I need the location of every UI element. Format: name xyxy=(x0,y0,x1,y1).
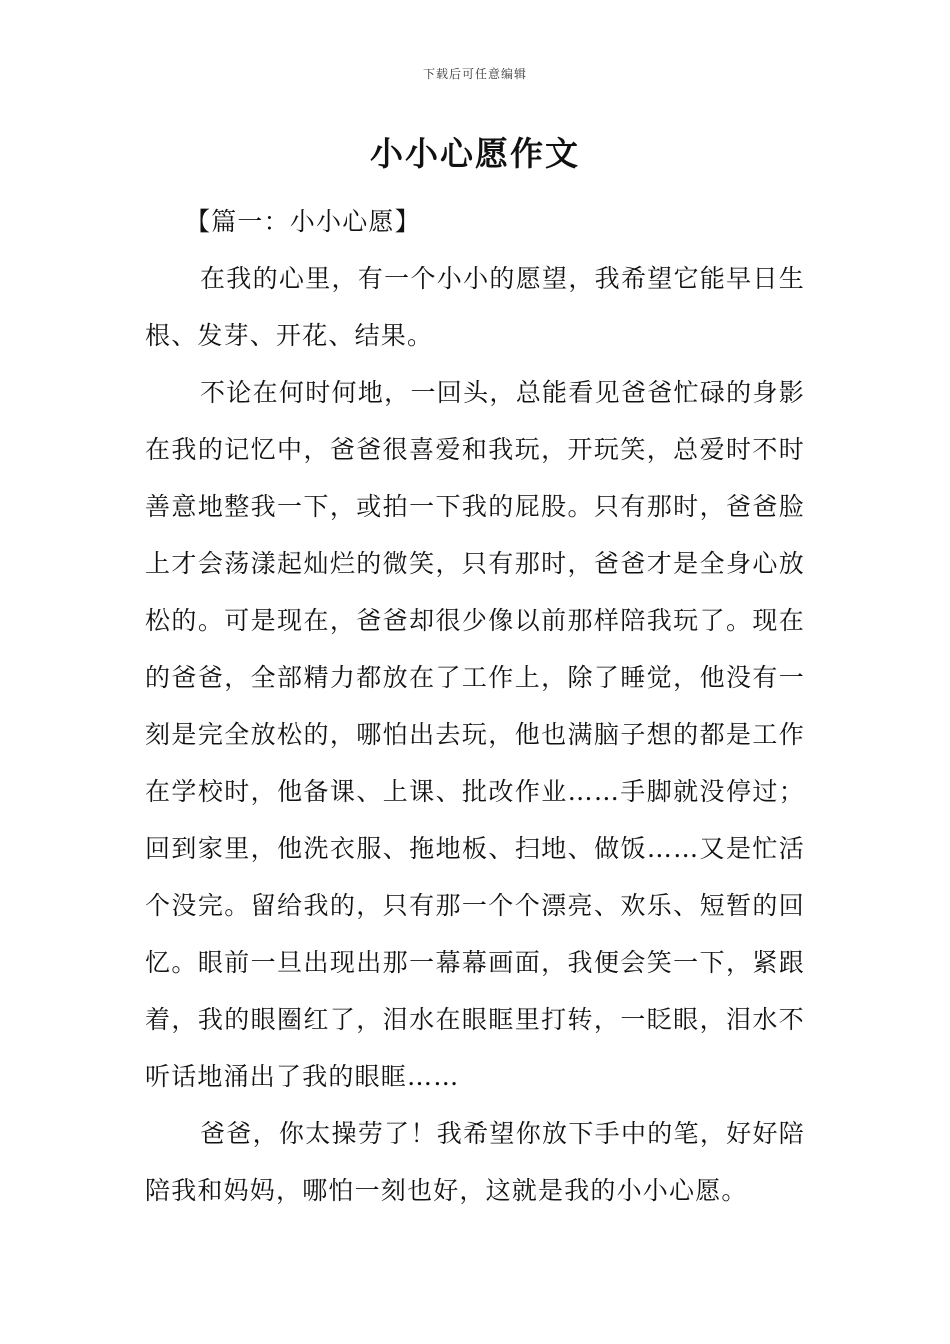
section-heading: 【篇一：小小心愿】 xyxy=(185,207,421,236)
paragraph-3: 爸爸，你太操劳了！我希望你放下手中的笔，好好陪陪我和妈妈，哪怕一刻也好，这就是我的小小心愿。 xyxy=(145,1119,805,1205)
paragraph-1: 在我的心里，有一个小小的愿望，我希望它能早日生根、发芽、开花、结果。 xyxy=(145,264,805,350)
essay-body xyxy=(145,193,805,1219)
paragraph-2: 不论在何时何地，一回头，总能看见爸爸忙碌的身影在我的记忆中，爸爸很喜爱和我玩，开玩笑，总爱时不时善意地整我一下，或拍一下我的屁股。只有那时，爸爸脸上才会荡漾起灿烂的微笑，只有那时，爸爸才是全身心放松的。可是现在，爸爸却很少像以前那样陪我玩了。现在的爸爸，全部精力都放在了工作上，除了睡觉，他没有一刻是完全放松的，哪怕出去玩，他也满脑子想的都是工作在学校时，他备课、上课、批改作业……手脚就没停过；回到家里，他洗衣服、拖地板、扫地、做饭……又是忙活个没完。留给我的，只有那一个个漂亮、欢乐、短暂的回忆。眼前一旦出现出那一幕幕画面，我便会笑一下，紧跟着，我的眼圈红了，泪水在眼眶里打转，一眨眼，泪水不听话地涌出了我的眼眶…… xyxy=(145,378,805,1091)
document-title: 小小心愿作文 xyxy=(370,134,580,173)
header-note: 下载后可任意编辑 xyxy=(422,67,527,81)
